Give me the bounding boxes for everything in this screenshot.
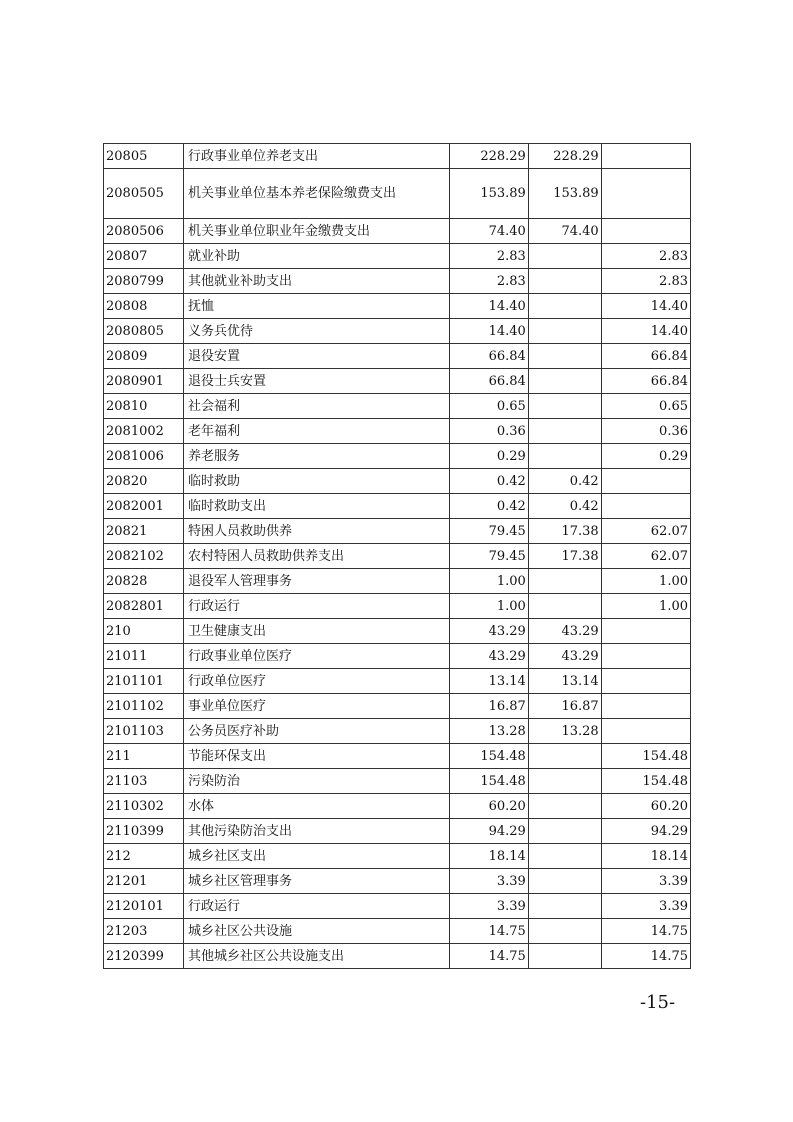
project-expenditure-cell xyxy=(601,219,690,244)
subject-name-cell: 节能环保支出 xyxy=(184,744,450,769)
subject-code-cell: 2080505 xyxy=(104,169,184,219)
table-row xyxy=(104,719,691,744)
project-expenditure-cell xyxy=(601,619,690,644)
total-amount-cell: 0.36 xyxy=(449,419,528,444)
subject-name-cell: 农村特困人员救助供养支出 xyxy=(184,544,450,569)
subject-name-cell: 行政事业单位养老支出 xyxy=(184,144,450,169)
project-expenditure-cell: 154.48 xyxy=(601,769,690,794)
total-amount-cell: 3.39 xyxy=(449,894,528,919)
table-row xyxy=(104,644,691,669)
project-expenditure-cell xyxy=(601,644,690,669)
table-row xyxy=(104,419,691,444)
basic-expenditure-cell xyxy=(528,444,601,469)
subject-name-cell: 城乡社区管理事务 xyxy=(184,869,450,894)
project-expenditure-cell: 2.83 xyxy=(601,244,690,269)
project-expenditure-cell xyxy=(601,169,690,219)
project-expenditure-cell: 14.40 xyxy=(601,294,690,319)
total-amount-cell: 18.14 xyxy=(449,844,528,869)
total-amount-cell: 0.29 xyxy=(449,444,528,469)
subject-code-cell: 2101102 xyxy=(104,694,184,719)
page-number: -15- xyxy=(640,992,676,1013)
table-row xyxy=(104,169,691,219)
project-expenditure-cell: 60.20 xyxy=(601,794,690,819)
total-amount-cell: 0.42 xyxy=(449,494,528,519)
table-row xyxy=(104,844,691,869)
subject-name-cell: 机关事业单位基本养老保险缴费支出 xyxy=(184,169,450,219)
project-expenditure-cell xyxy=(601,669,690,694)
subject-name-cell: 城乡社区公共设施 xyxy=(184,919,450,944)
total-amount-cell: 1.00 xyxy=(449,569,528,594)
table-row xyxy=(104,869,691,894)
table-row xyxy=(104,294,691,319)
subject-code-cell: 21201 xyxy=(104,869,184,894)
basic-expenditure-cell xyxy=(528,269,601,294)
total-amount-cell: 79.45 xyxy=(449,544,528,569)
table-row xyxy=(104,344,691,369)
subject-code-cell: 2080805 xyxy=(104,319,184,344)
total-amount-cell: 14.75 xyxy=(449,944,528,969)
project-expenditure-cell: 62.07 xyxy=(601,519,690,544)
project-expenditure-cell: 3.39 xyxy=(601,869,690,894)
project-expenditure-cell xyxy=(601,719,690,744)
subject-name-cell: 行政运行 xyxy=(184,594,450,619)
table-row xyxy=(104,544,691,569)
subject-code-cell: 20808 xyxy=(104,294,184,319)
subject-name-cell: 临时救助 xyxy=(184,469,450,494)
subject-code-cell: 20828 xyxy=(104,569,184,594)
subject-name-cell: 退役士兵安置 xyxy=(184,369,450,394)
subject-name-cell: 行政运行 xyxy=(184,894,450,919)
project-expenditure-cell: 62.07 xyxy=(601,544,690,569)
table-row xyxy=(104,494,691,519)
subject-code-cell: 21203 xyxy=(104,919,184,944)
basic-expenditure-cell xyxy=(528,594,601,619)
subject-name-cell: 公务员医疗补助 xyxy=(184,719,450,744)
total-amount-cell: 14.40 xyxy=(449,319,528,344)
subject-name-cell: 水体 xyxy=(184,794,450,819)
subject-code-cell: 2110302 xyxy=(104,794,184,819)
table-row xyxy=(104,569,691,594)
table-row xyxy=(104,444,691,469)
subject-code-cell: 2110399 xyxy=(104,819,184,844)
subject-name-cell: 义务兵优待 xyxy=(184,319,450,344)
total-amount-cell: 66.84 xyxy=(449,344,528,369)
subject-name-cell: 其他污染防治支出 xyxy=(184,819,450,844)
subject-code-cell: 2081002 xyxy=(104,419,184,444)
table-row xyxy=(104,369,691,394)
subject-code-cell: 20810 xyxy=(104,394,184,419)
basic-expenditure-cell xyxy=(528,744,601,769)
subject-code-cell: 2120101 xyxy=(104,894,184,919)
subject-code-cell: 2082001 xyxy=(104,494,184,519)
basic-expenditure-cell xyxy=(528,344,601,369)
subject-code-cell: 20821 xyxy=(104,519,184,544)
basic-expenditure-cell xyxy=(528,844,601,869)
subject-code-cell: 210 xyxy=(104,619,184,644)
basic-expenditure-cell xyxy=(528,569,601,594)
basic-expenditure-cell xyxy=(528,319,601,344)
table-row xyxy=(104,669,691,694)
basic-expenditure-cell xyxy=(528,394,601,419)
basic-expenditure-cell xyxy=(528,944,601,969)
budget-expenditure-table xyxy=(103,143,691,969)
subject-name-cell: 社会福利 xyxy=(184,394,450,419)
basic-expenditure-cell xyxy=(528,294,601,319)
subject-code-cell: 2080799 xyxy=(104,269,184,294)
total-amount-cell: 16.87 xyxy=(449,694,528,719)
basic-expenditure-cell: 228.29 xyxy=(528,144,601,169)
table-row xyxy=(104,769,691,794)
table-row xyxy=(104,894,691,919)
subject-name-cell: 退役军人管理事务 xyxy=(184,569,450,594)
project-expenditure-cell xyxy=(601,494,690,519)
subject-name-cell: 行政单位医疗 xyxy=(184,669,450,694)
project-expenditure-cell xyxy=(601,694,690,719)
total-amount-cell: 154.48 xyxy=(449,769,528,794)
project-expenditure-cell: 2.83 xyxy=(601,269,690,294)
basic-expenditure-cell: 153.89 xyxy=(528,169,601,219)
total-amount-cell: 13.14 xyxy=(449,669,528,694)
table-body xyxy=(104,144,691,969)
basic-expenditure-cell: 74.40 xyxy=(528,219,601,244)
subject-name-cell: 卫生健康支出 xyxy=(184,619,450,644)
basic-expenditure-cell: 43.29 xyxy=(528,619,601,644)
subject-name-cell: 临时救助支出 xyxy=(184,494,450,519)
subject-code-cell: 2081006 xyxy=(104,444,184,469)
project-expenditure-cell xyxy=(601,144,690,169)
table-row xyxy=(104,694,691,719)
total-amount-cell: 79.45 xyxy=(449,519,528,544)
table-row xyxy=(104,394,691,419)
total-amount-cell: 0.65 xyxy=(449,394,528,419)
subject-name-cell: 城乡社区支出 xyxy=(184,844,450,869)
project-expenditure-cell: 0.65 xyxy=(601,394,690,419)
project-expenditure-cell: 0.29 xyxy=(601,444,690,469)
table-row xyxy=(104,744,691,769)
project-expenditure-cell: 3.39 xyxy=(601,894,690,919)
total-amount-cell: 1.00 xyxy=(449,594,528,619)
total-amount-cell: 14.75 xyxy=(449,919,528,944)
subject-code-cell: 2080506 xyxy=(104,219,184,244)
subject-name-cell: 特困人员救助供养 xyxy=(184,519,450,544)
table-row xyxy=(104,819,691,844)
total-amount-cell: 94.29 xyxy=(449,819,528,844)
subject-code-cell: 211 xyxy=(104,744,184,769)
basic-expenditure-cell xyxy=(528,419,601,444)
basic-expenditure-cell xyxy=(528,794,601,819)
basic-expenditure-cell xyxy=(528,894,601,919)
total-amount-cell: 43.29 xyxy=(449,644,528,669)
total-amount-cell: 154.48 xyxy=(449,744,528,769)
total-amount-cell: 153.89 xyxy=(449,169,528,219)
project-expenditure-cell: 1.00 xyxy=(601,594,690,619)
total-amount-cell: 0.42 xyxy=(449,469,528,494)
subject-code-cell: 21011 xyxy=(104,644,184,669)
total-amount-cell: 2.83 xyxy=(449,244,528,269)
basic-expenditure-cell xyxy=(528,769,601,794)
subject-name-cell: 其他城乡社区公共设施支出 xyxy=(184,944,450,969)
subject-code-cell: 20809 xyxy=(104,344,184,369)
project-expenditure-cell: 94.29 xyxy=(601,819,690,844)
total-amount-cell: 2.83 xyxy=(449,269,528,294)
project-expenditure-cell: 154.48 xyxy=(601,744,690,769)
subject-code-cell: 2101101 xyxy=(104,669,184,694)
total-amount-cell: 228.29 xyxy=(449,144,528,169)
project-expenditure-cell: 1.00 xyxy=(601,569,690,594)
project-expenditure-cell: 14.75 xyxy=(601,944,690,969)
basic-expenditure-cell xyxy=(528,869,601,894)
project-expenditure-cell: 14.75 xyxy=(601,919,690,944)
subject-code-cell: 20807 xyxy=(104,244,184,269)
basic-expenditure-cell xyxy=(528,819,601,844)
project-expenditure-cell xyxy=(601,469,690,494)
table-row xyxy=(104,594,691,619)
total-amount-cell: 74.40 xyxy=(449,219,528,244)
basic-expenditure-cell: 0.42 xyxy=(528,469,601,494)
subject-code-cell: 20805 xyxy=(104,144,184,169)
subject-code-cell: 212 xyxy=(104,844,184,869)
basic-expenditure-cell: 0.42 xyxy=(528,494,601,519)
table-row xyxy=(104,144,691,169)
table-row xyxy=(104,319,691,344)
subject-name-cell: 老年福利 xyxy=(184,419,450,444)
table-row xyxy=(104,469,691,494)
subject-name-cell: 污染防治 xyxy=(184,769,450,794)
basic-expenditure-cell xyxy=(528,919,601,944)
basic-expenditure-cell: 13.14 xyxy=(528,669,601,694)
total-amount-cell: 13.28 xyxy=(449,719,528,744)
project-expenditure-cell: 14.40 xyxy=(601,319,690,344)
table-row xyxy=(104,944,691,969)
subject-code-cell: 2082102 xyxy=(104,544,184,569)
table-row xyxy=(104,519,691,544)
basic-expenditure-cell: 43.29 xyxy=(528,644,601,669)
total-amount-cell: 43.29 xyxy=(449,619,528,644)
project-expenditure-cell: 0.36 xyxy=(601,419,690,444)
project-expenditure-cell: 66.84 xyxy=(601,369,690,394)
basic-expenditure-cell: 17.38 xyxy=(528,544,601,569)
table-row xyxy=(104,794,691,819)
total-amount-cell: 14.40 xyxy=(449,294,528,319)
basic-expenditure-cell: 13.28 xyxy=(528,719,601,744)
basic-expenditure-cell: 16.87 xyxy=(528,694,601,719)
subject-name-cell: 就业补助 xyxy=(184,244,450,269)
total-amount-cell: 60.20 xyxy=(449,794,528,819)
basic-expenditure-cell xyxy=(528,244,601,269)
basic-expenditure-cell xyxy=(528,369,601,394)
subject-code-cell: 2082801 xyxy=(104,594,184,619)
project-expenditure-cell: 66.84 xyxy=(601,344,690,369)
subject-code-cell: 2101103 xyxy=(104,719,184,744)
subject-code-cell: 2080901 xyxy=(104,369,184,394)
table-row xyxy=(104,619,691,644)
subject-code-cell: 20820 xyxy=(104,469,184,494)
subject-name-cell: 抚恤 xyxy=(184,294,450,319)
table-row xyxy=(104,219,691,244)
subject-name-cell: 其他就业补助支出 xyxy=(184,269,450,294)
subject-name-cell: 退役安置 xyxy=(184,344,450,369)
table-row xyxy=(104,244,691,269)
subject-name-cell: 行政事业单位医疗 xyxy=(184,644,450,669)
subject-code-cell: 2120399 xyxy=(104,944,184,969)
total-amount-cell: 66.84 xyxy=(449,369,528,394)
project-expenditure-cell: 18.14 xyxy=(601,844,690,869)
subject-code-cell: 21103 xyxy=(104,769,184,794)
total-amount-cell: 3.39 xyxy=(449,869,528,894)
basic-expenditure-cell: 17.38 xyxy=(528,519,601,544)
subject-name-cell: 事业单位医疗 xyxy=(184,694,450,719)
subject-name-cell: 机关事业单位职业年金缴费支出 xyxy=(184,219,450,244)
subject-name-cell: 养老服务 xyxy=(184,444,450,469)
table-row xyxy=(104,269,691,294)
table-row xyxy=(104,919,691,944)
